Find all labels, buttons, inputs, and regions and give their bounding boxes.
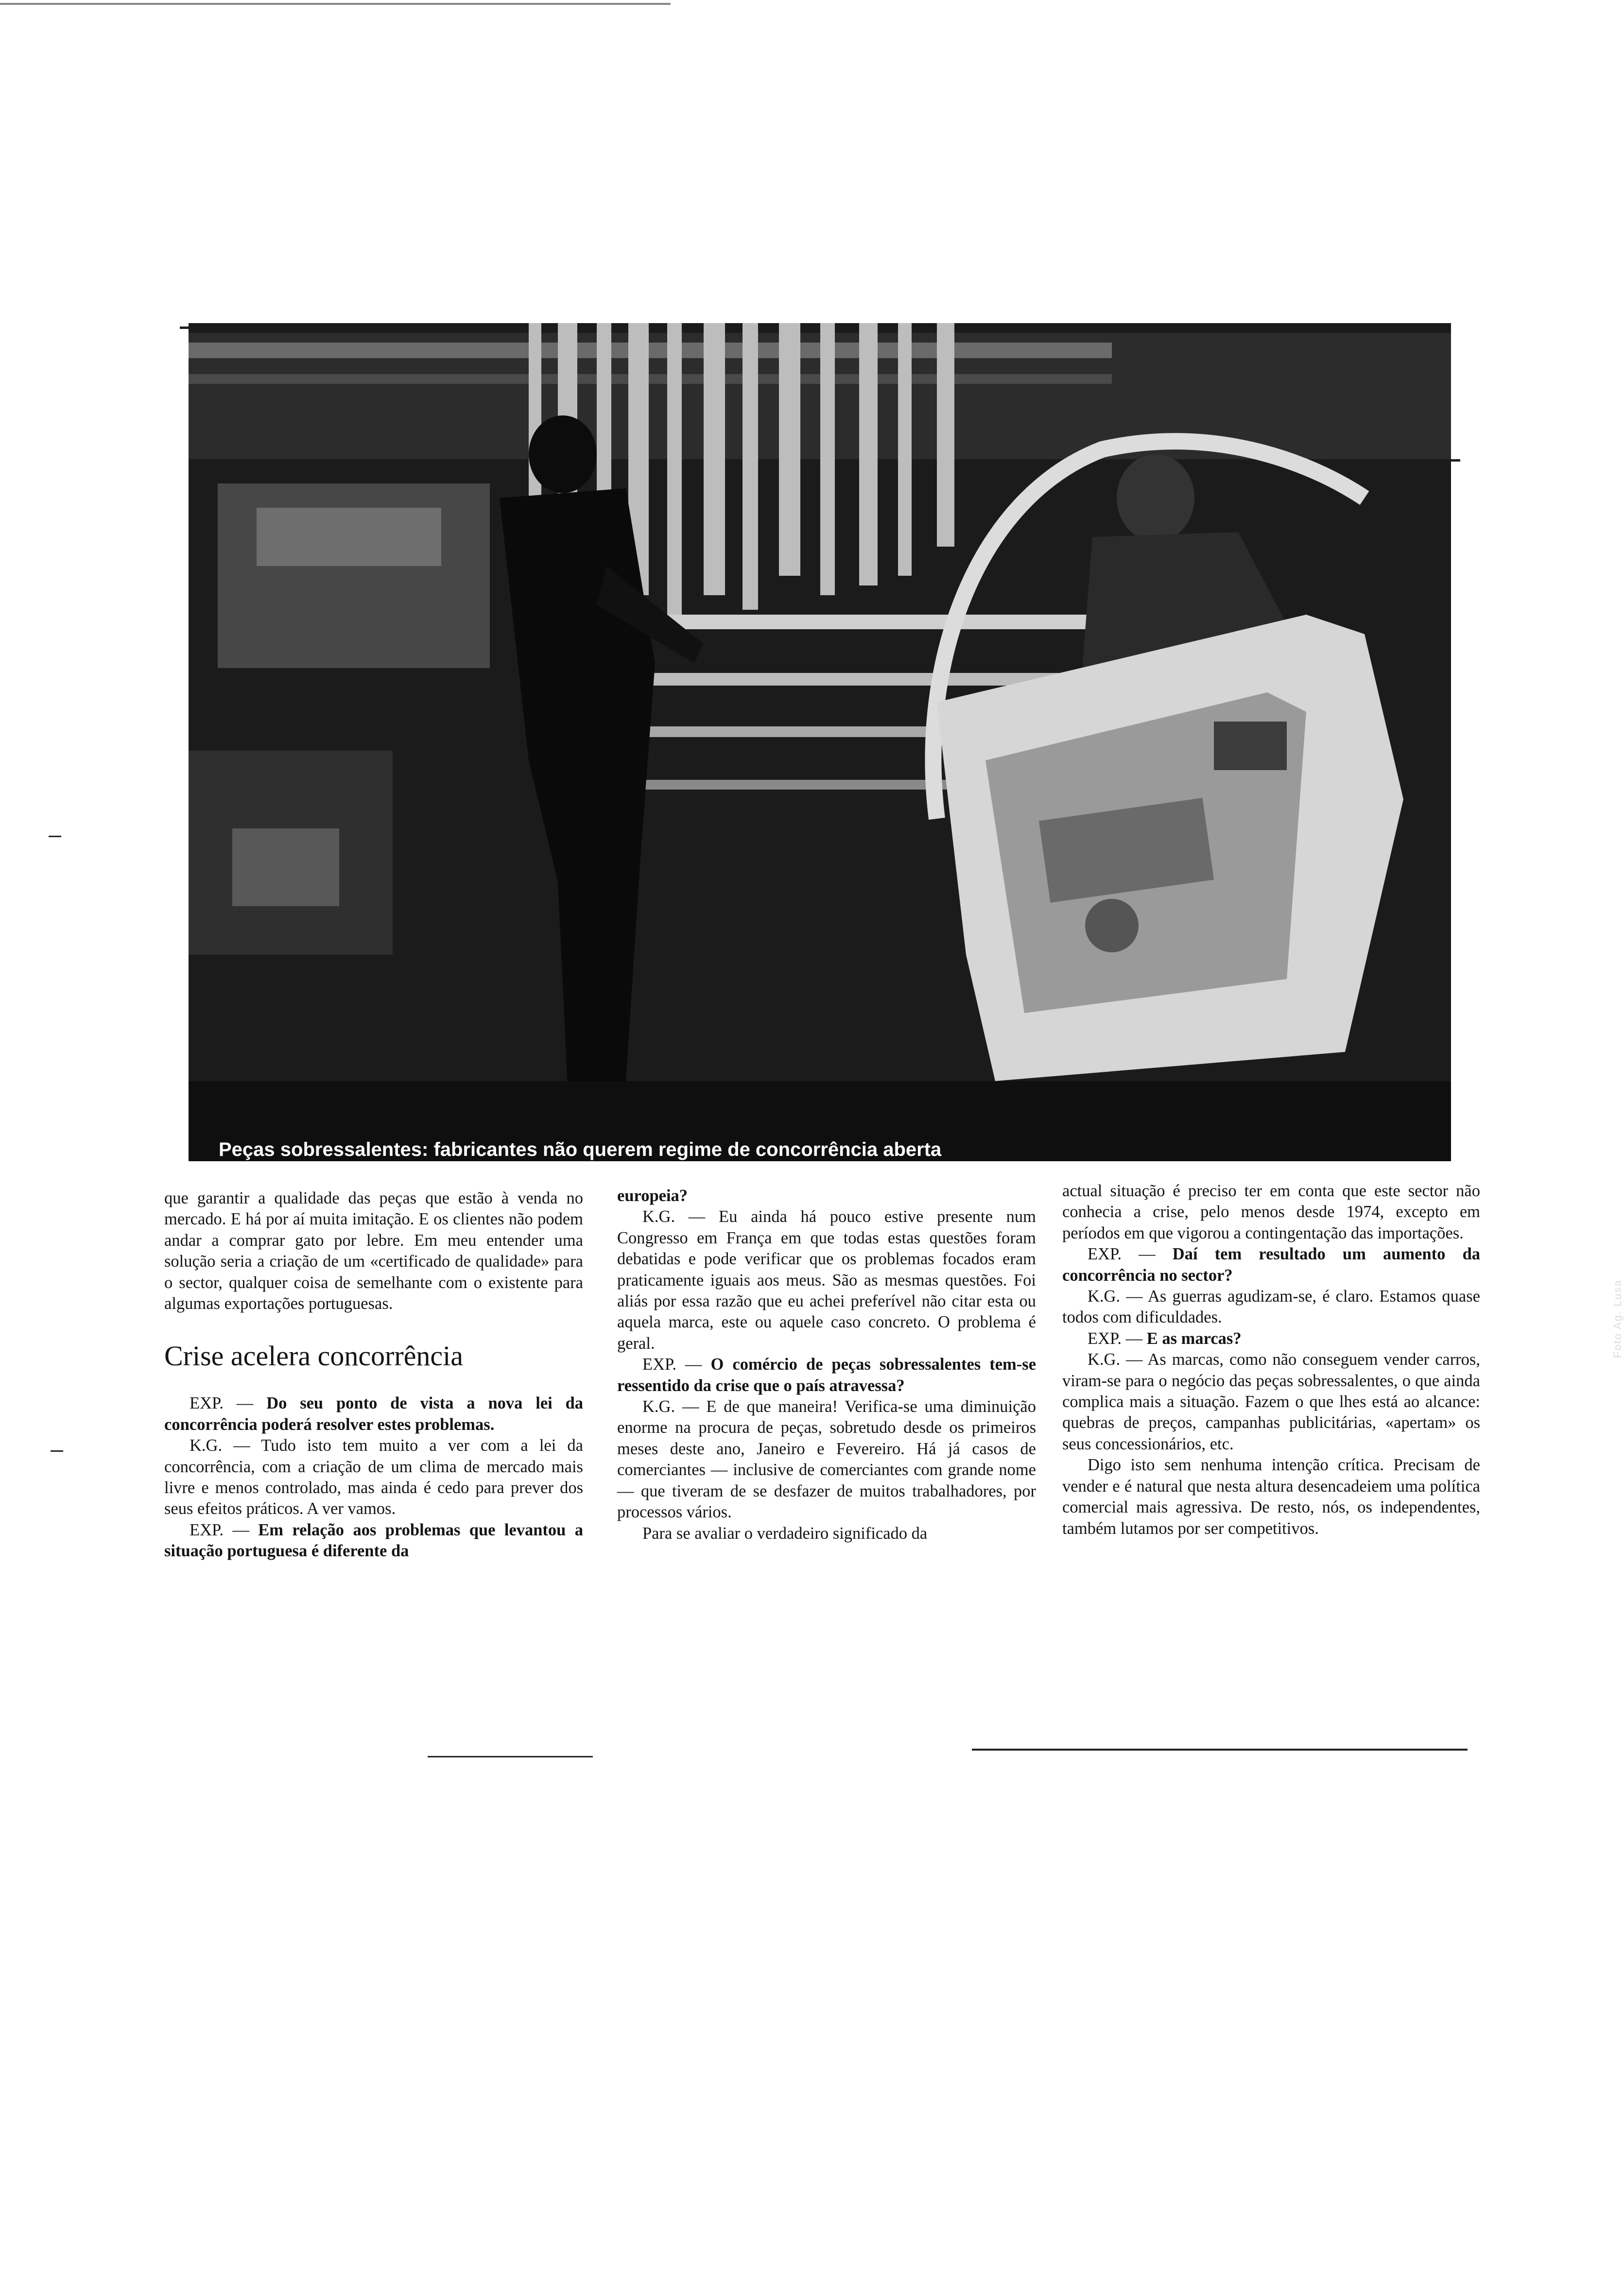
question-text: Em relação aos problemas que levantou a situação portuguesa é diferente da [164, 1520, 583, 1561]
speaker-label: EXP. — [1088, 1329, 1143, 1348]
question-paragraph [1062, 1328, 1480, 1349]
text-column-2 [617, 1186, 1036, 1544]
speaker-label: K.G. — [642, 1207, 706, 1226]
left-margin-mark [51, 1450, 63, 1452]
answer-paragraph [1062, 1349, 1480, 1455]
speaker-label: K.G. — [190, 1436, 250, 1455]
answer-paragraph [617, 1206, 1036, 1354]
paragraph: que garantir a qualidade das peças que estão à venda no mercado. E há por aí muita imitação. E os clientes não podem andar a comprar gato por lebre. Em meu entender uma solução seria a criação de um «certificado de qualidade» para o sector, qualquer coisa de semelhante com o existente para algumas exportações portuguesas. [164, 1189, 583, 1313]
speaker-label: K.G. — [1088, 1287, 1143, 1306]
question-continuation [617, 1186, 1036, 1206]
text-column-3 [1062, 1181, 1480, 1539]
question-text: europeia? [617, 1187, 688, 1205]
photo-credit: Foto Ag. Lusa [1611, 1279, 1624, 1358]
speaker-label: EXP. — [642, 1355, 702, 1374]
answer-paragraph [1062, 1286, 1480, 1328]
paragraph: actual situação é preciso ter em conta que este sector não conhecia a crise, pelo menos desde 1974, excepto em períodos em que vigorou a contingentação das importações. [1062, 1182, 1480, 1242]
photo-illustration [189, 323, 1451, 1161]
question-paragraph [1062, 1244, 1480, 1286]
speaker-label: EXP. — [190, 1520, 249, 1539]
question-text: E as marcas? [1146, 1329, 1242, 1348]
paragraph: Digo isto sem nenhuma intenção crítica. Precisam de vender e é natural que nesta altura desencadeiem uma política comercial mais agressiva. De resto, nós, os independentes, também lutamos por ser competitivos. [1062, 1456, 1480, 1538]
answer-text: As marcas, como não conseguem vender carros, viram-se para o negócio das peças sobressalentes, o que ainda complica mais a situação. Fazem o que lhes está ao alcance: quebras de preços, campanhas publicitárias, «apertam» os seus concessionários, etc. [1062, 1350, 1480, 1453]
question-text: Do seu ponto de vista a nova lei da concorrência poderá resolver estes problemas. [164, 1394, 584, 1434]
answer-text: Tudo isto tem muito a ver com a lei da concorrência, com a criação de um clima de mercado mais livre e menos controlado, mas ainda é cedo para prever dos seus efeitos práticos. A ver vamos. [164, 1436, 583, 1518]
answer-paragraph [164, 1435, 583, 1520]
text-column-1 [164, 1188, 583, 1562]
scan-top-rule [0, 3, 671, 5]
column-end-rule [972, 1749, 1468, 1751]
question-paragraph [164, 1520, 583, 1562]
question-text: O comércio de peças sobressalentes tem-se ressentido da crise que o país atravessa? [617, 1355, 1037, 1395]
speaker-label: K.G. — [1088, 1350, 1143, 1369]
photo-caption: Peças sobressalentes: fabricantes não querem regime de concorrência aberta [219, 1139, 942, 1160]
speaker-label: EXP. — [1088, 1245, 1156, 1264]
speaker-label: K.G. — [642, 1397, 699, 1416]
paragraph: Para se avaliar o verdadeiro significado da [642, 1524, 928, 1543]
answer-text: E de que maneira! Verifica-se uma diminuição enorme na procura de peças, sobretudo desde os primeiros meses deste ano, Janeiro e Fevereiro. Há já casos de comerciantes — inclusive de comerciantes com grande nome — que tiveram de se desfazer de muitos trabalhadores, por processos vários. [617, 1397, 1036, 1522]
answer-text: As guerras agudizam-se, é claro. Estamos quase todos com dificuldades. [1062, 1287, 1480, 1327]
question-paragraph [164, 1393, 583, 1435]
answer-text: Eu ainda há pouco estive presente num Congresso em França em que todas estas questões foram debatidas e pode verificar que os problemas focados eram praticamente iguais aos meus. São as mesmas questões. Foi aliás por essa razão que eu achei preferível não citar esta ou aquela marca, este ou aquele caso concreto. O problema é geral. [617, 1207, 1036, 1353]
answer-paragraph [617, 1396, 1036, 1523]
section-heading: Crise acelera concorrência [164, 1340, 464, 1372]
question-text: Daí tem resultado um aumento da concorrência no sector? [1062, 1245, 1481, 1285]
speaker-label: EXP. — [190, 1394, 254, 1413]
column-end-rule [428, 1756, 593, 1757]
left-margin-mark [49, 836, 61, 837]
question-paragraph [617, 1354, 1036, 1396]
